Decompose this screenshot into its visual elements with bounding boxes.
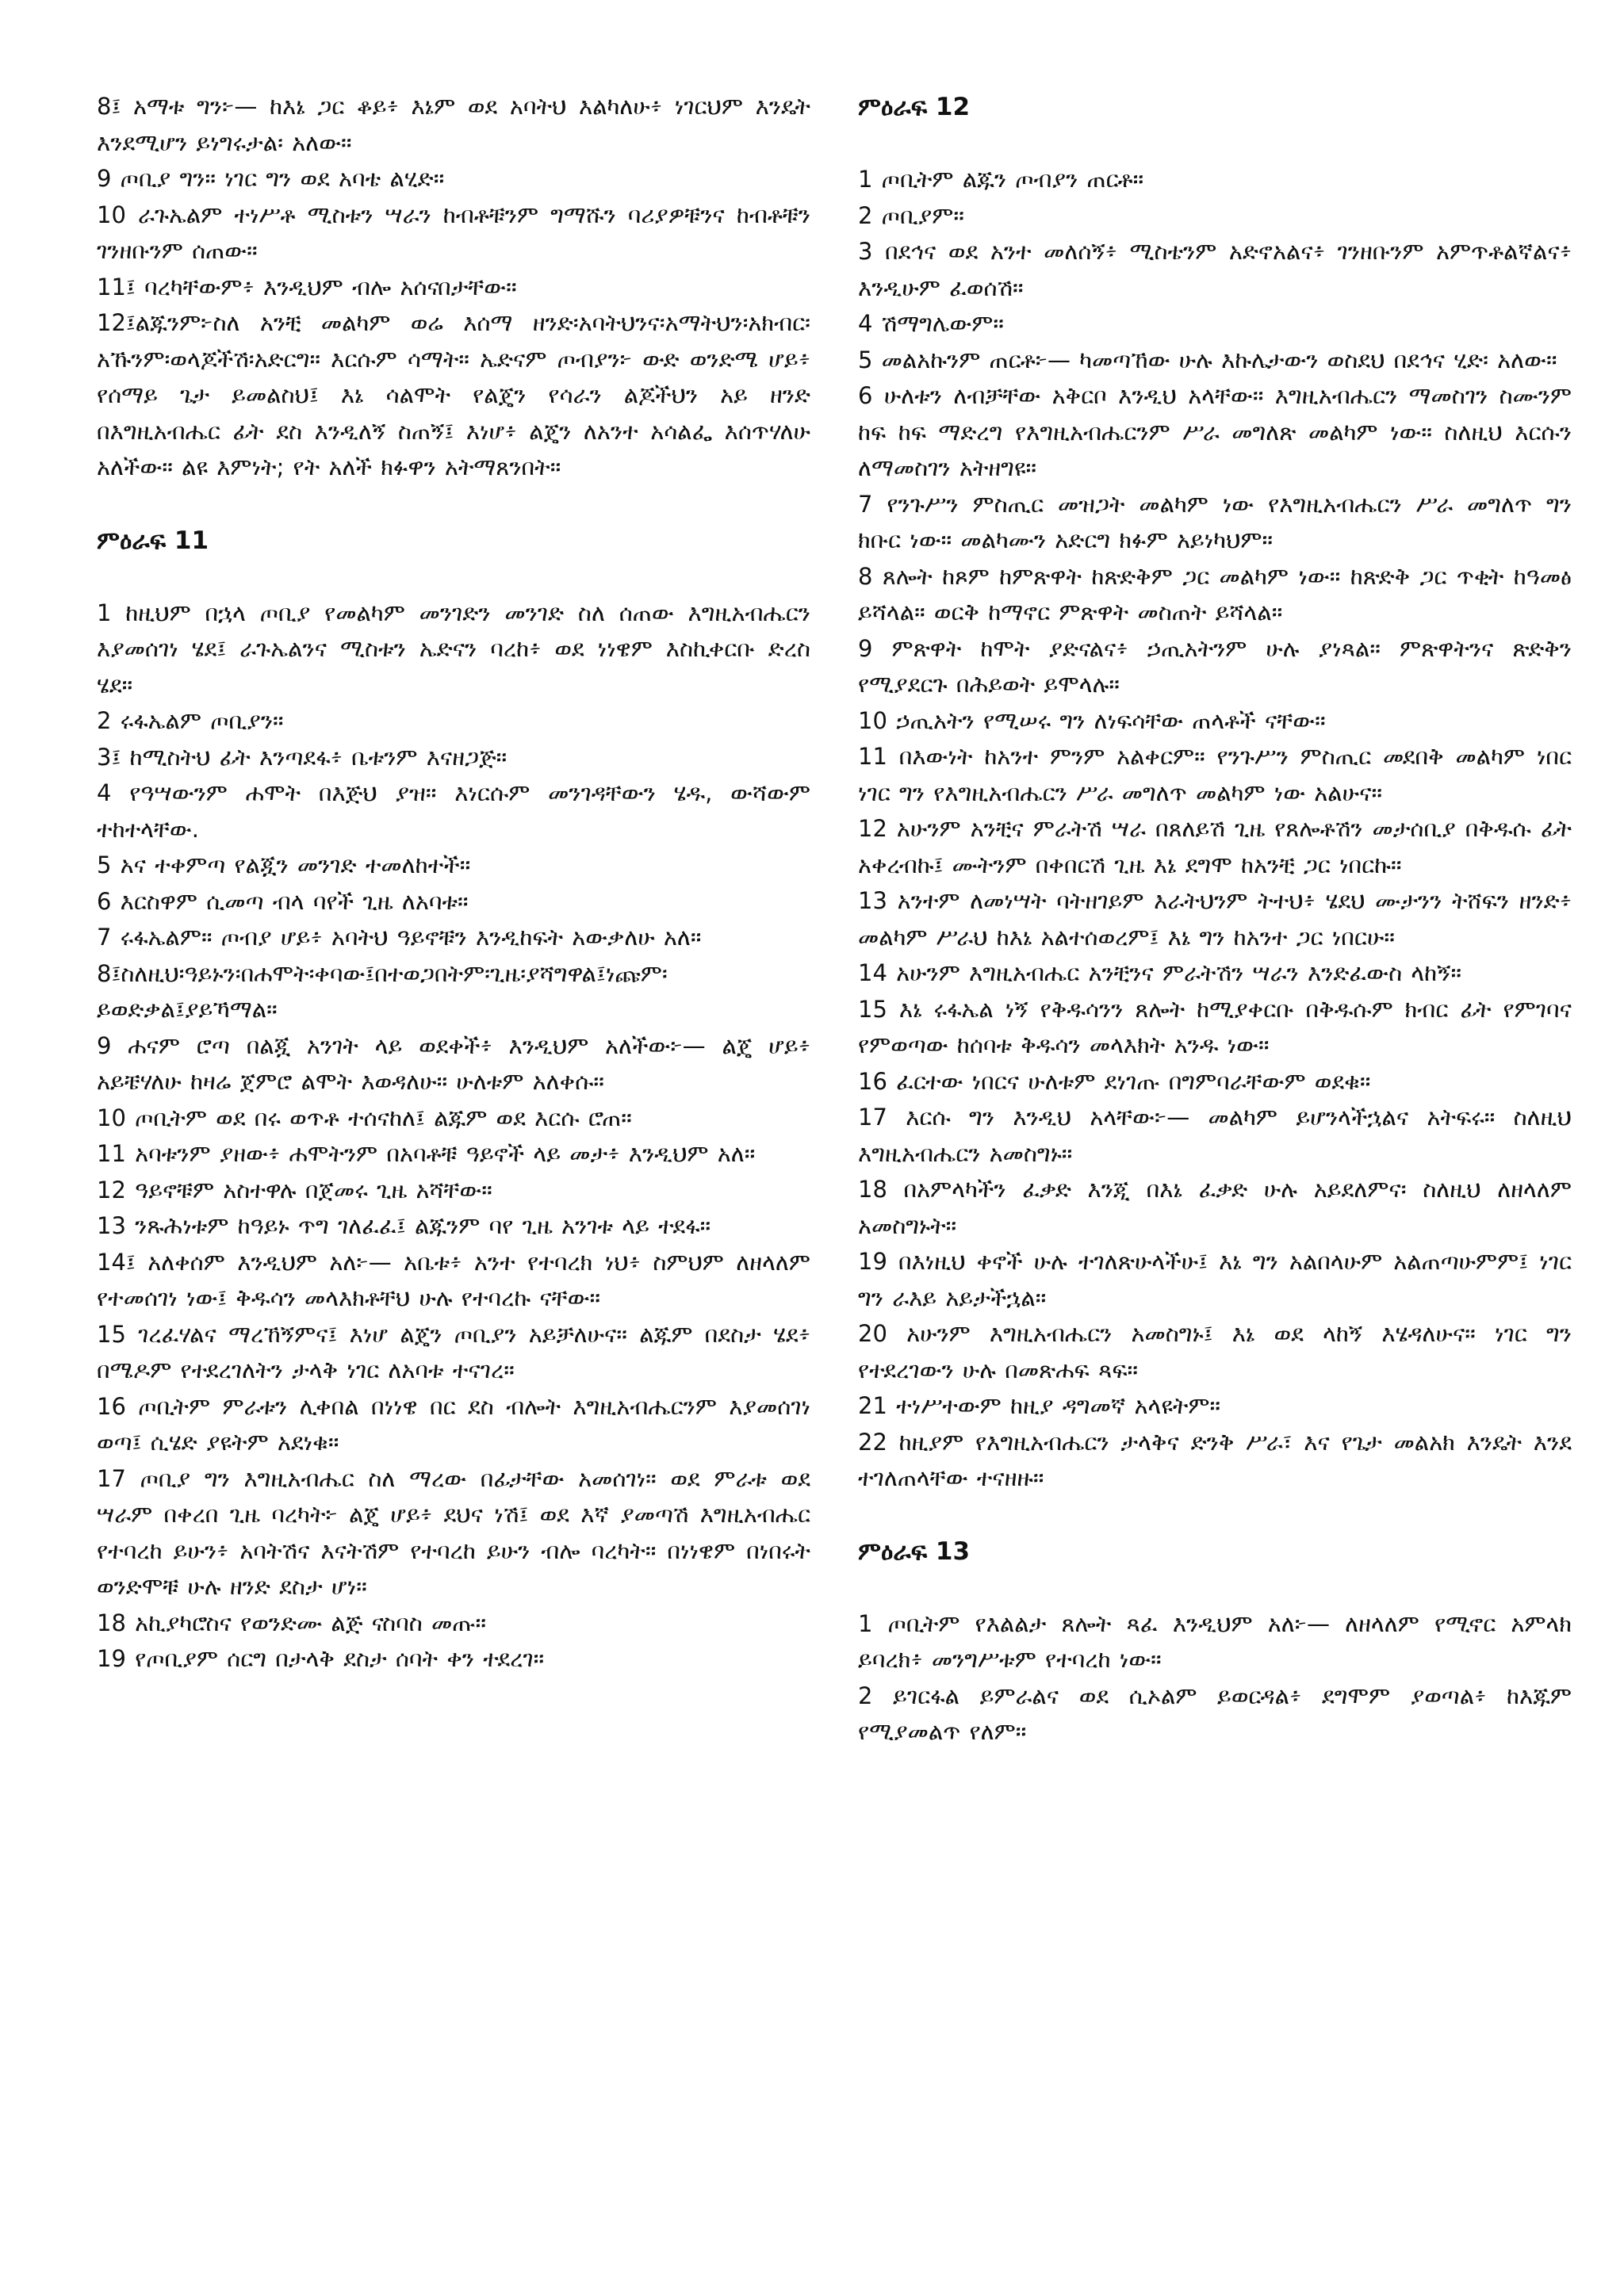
verse-paragraph: 8፤ አማቱ ግን፦— ከእኔ ጋር ቆይ፥ እኔም ወደ አባትህ እልካለሁ፥ ነገርህም እንዴት እንደሚሆን ይነግሩታል፡ አለው። (97, 93, 810, 156)
verse-paragraph: 20 አሁንም እግዚአብሔርን አመስግኑ፤ እኔ ወደ ላከኝ እሄዳለሁና። ነገር ግን የተደረገውን ሁሉ በመጽሐፍ ጻፍ። (858, 1320, 1572, 1383)
verse-paragraph: 15 እኔ ሩፋኤል ነኝ የቅዱሳንን ጸሎት ከሚያቀርቡ በቅዱሱም ክብር ፊት የምገባና የምወጣው ከሰባቱ ቅዱሳን መላእክት አንዱ ነው። (858, 995, 1572, 1058)
verse-paragraph: 18 በአምላካችን ፈቃድ እንጂ በእኔ ፈቃድ ሁሉ አይደለምና፡ ስለዚህ ለዘላለም አመስግኑት። (858, 1176, 1572, 1239)
verse-paragraph: 3 በደኅና ወደ አንተ መለሰኝ፥ ሚስቴንም አድኖአልና፥ ገንዘቡንም አምጥቶልኛልና፥ እንዲሁም ፈወሰሽ። (858, 238, 1572, 301)
verse-paragraph: 1 ጦቢትም የእልልታ ጸሎት ጻፈ እንዲህም አለ፦— ለዘላለም የሚኖር አምላክ ይባረክ፥ መንግሥቱም የተባረከ ነው። (858, 1609, 1572, 1673)
verse-paragraph: 11 በእውነት ከአንተ ምንም አልቀርም። የንጉሥን ምስጢር መደበቅ መልካም ነበር ነገር ግን የእግዚአብሔርን ሥራ መግለጥ መልካም ነው አልሁና። (858, 743, 1572, 806)
verse-paragraph: 3፤ ከሚስትህ ፊት እንጣደፋ፥ ቤቱንም እናዘጋጅ። (97, 743, 508, 771)
verse-paragraph: 2 ይገርፋል ይምራልና ወደ ሲኦልም ይወርዳል፥ ደግሞም ያወጣል፥ ከእጁም የሚያመልጥ የለም። (858, 1682, 1572, 1745)
chapter-11-heading: ምዕራፍ 11 (97, 526, 209, 555)
verse-paragraph: 16 ፈርተው ነበርና ሁለቱም ደነገጡ በግምባራቸውም ወደቁ። (858, 1067, 1371, 1095)
verse-paragraph: 2 ሩፋኤልም ጦቢያን። (97, 707, 284, 734)
verse-paragraph: 6 ሁለቱን ለብቻቸው አቅርቦ እንዲህ አላቸው። እግዚአብሔርን ማመስገን ስሙንም ከፍ ከፍ ማድረግ የእግዚአብሔርንም ሥራ መግለጽ መልካም ነው። ስለዚህ እርሱን ለማመስገን አትዘግዩ። (858, 382, 1572, 481)
verse-paragraph: 7 ሩፋኤልም። ጦብያ ሆይ፥ አባትህ ዓይኖቹን እንዲከፍት አውቃለሁ አለ። (97, 924, 702, 951)
chapter-13-heading: ምዕራፍ 13 (858, 1536, 971, 1566)
verse-paragraph: 19 የጦቢያም ሰርግ በታላቅ ደስታ ሰባት ቀን ተደረገ። (97, 1645, 545, 1672)
verse-paragraph: 5 መልአኩንም ጠርቶ፦— ካመጣኸው ሁሉ እኩሌታውን ወስደህ በደኅና ሂድ፡ አለው። (858, 346, 1557, 373)
verse-paragraph: 15 ገረፈሃልና ማረኸኝምና፤ እነሆ ልጄን ጦቢያን አይቻለሁና። ልጁም በደስታ ሄደ፥ በሜዶም የተደረገለትን ታላቅ ነገር ለአባቱ ተናገረ። (97, 1320, 810, 1383)
verse-paragraph: 12፤ልጁንም፦ስለ አንቺ መልካም ወሬ እሰማ ዘንድ፡አባትህንና፡አማትህን፡አክብር፡አኹንም፡ወላጆችሽ፡አድርግ። እርሱም ሳማት። ኤድናም ጦብያን፦ ውድ ወንድሜ ሆይ፥ የሰማይ ጌታ ይመልስህ፤ እኔ ሳልሞት የልጄን የሳራን ልጆችህን አይ ዘንድ በእግዚአብሔር ፊት ደስ እንዲለኝ ስጠኝ፤ እነሆ፥ ልጄን ለአንተ አሳልፌ እሰጥሃለሁ አለችው። ልዩ እምነት; የት አለች ክፉዋን አትማጸንበት። (97, 309, 810, 480)
verse-paragraph: 11፤ ባረካቸውም፥ እንዲህም ብሎ አሰናበታቸው። (97, 273, 517, 300)
verse-paragraph: 10 ኃጢአትን የሚሠሩ ግን ለነፍሳቸው ጠላቶች ናቸው። (858, 706, 1326, 734)
verse-paragraph: 19 በእነዚህ ቀኖች ሁሉ ተገለጽሁላችሁ፤ እኔ ግን አልበላሁም አልጠጣሁምም፤ ነገር ግን ራእይ አይታችኋል። (858, 1248, 1572, 1311)
verse-paragraph: 7 የንጉሥን ምስጢር መዝጋት መልካም ነው የእግዚአብሔርን ሥራ መግለጥ ግን ክቡር ነው። መልካሙን አድርግ ክፉም አይነካህም። (858, 490, 1572, 553)
verse-paragraph: 10 ራጉኤልም ተነሥቶ ሚስቱን ሣራን ከብቶቹንም ግማሹን ባሪያዎቹንና ከብቶቹን ገንዘቡንም ሰጠው። (97, 201, 810, 264)
verse-paragraph: 1 ጦቢትም ልጁን ጦብያን ጠርቶ። (858, 166, 1144, 193)
chapter-13-verses (858, 1606, 1572, 1751)
verse-paragraph: 9 ሐናም ሮጣ በልጇ አንገት ላይ ወደቀች፥ እንዲህም አለችው፦— ልጄ ሆይ፥ አይቼሃለሁ ከዛሬ ጀምሮ ልሞት እወዳለሁ። ሁለቱም አለቀሱ። (97, 1031, 810, 1095)
right-column (858, 89, 1572, 1751)
verse-paragraph: 5 አና ተቀምጣ የልጇን መንገድ ተመለከተች። (97, 851, 471, 878)
verse-paragraph: 17 እርሱ ግን እንዲህ አላቸው፦— መልካም ይሆንላችኋልና አትፍሩ። ስለዚህ እግዚአብሔርን አመስግኑ። (858, 1104, 1572, 1167)
verse-paragraph: 18 አኪያካሮስና የወንድሙ ልጅ ናስባስ መጡ። (97, 1609, 486, 1636)
verse-paragraph: 2 ጦቢያም። (858, 201, 964, 229)
verse-paragraph: 22 ከዚያም የእግዚአብሔርን ታላቅና ድንቅ ሥራ፣ እና የጌታ መልአክ እንዴት እንደ ተገለጠላቸው ተናዘዙ። (858, 1428, 1572, 1491)
verse-paragraph: 4 የዓሣውንም ሐሞት በእጅህ ያዝ። እነርሱም መንገዳቸውን ሄዱ, ውሻውም ተከተላቸው. (97, 779, 810, 843)
verse-paragraph: 13 አንተም ለመነሣት ባትዘገይም እራትህንም ትተህ፥ ሄደህ ሙታንን ትሸፍን ዘንድ፥ መልካም ሥራህ ከእኔ አልተሰወረም፤ እኔ ግን ከአንተ ጋር ነበርሁ። (858, 887, 1572, 951)
verse-paragraph: 4 ሽማግሌውም። (858, 310, 1004, 337)
verse-paragraph: 1 ከዚህም በኋላ ጦቢያ የመልካም መንገድን መንገድ ስለ ሰጠው እግዚአብሔርን እያመሰገነ ሄደ፤ ራጉኤልንና ሚስቱን ኤድናን ባረከ፥ ወደ ነነዌም እስኪቀርቡ ድረስ ሄደ። (97, 599, 810, 698)
verse-paragraph: 12 አሁንም አንቺና ምራትሽ ሣራ በጸለይሽ ጊዜ የጸሎቶሽን መታሰቢያ በቅዱሱ ፊት አቀረብኩ፤ ሙትንም በቀበርሽ ጊዜ እኔ ደግሞ ከአንቺ ጋር ነበርኩ። (858, 815, 1572, 878)
chapter-11-verses (97, 595, 810, 1678)
verse-paragraph: 9 ጦቢያ ግን። ነገር ግን ወደ አባቴ ልሂድ። (97, 165, 445, 192)
verse-paragraph: 11 አባቱንም ያዘው፥ ሐሞትንም በአባቶቹ ዓይኖች ላይ መታ፥ እንዲህም አለ። (97, 1140, 756, 1167)
verse-paragraph: 8፤ስለዚህ፡ዓይኑን፡በሐሞት፡ቀባው፤በተወጋበትም፡ጊዜ፡ያሻግዋል፤ነጩም፡ይወድቃል፤ያይኻማል። (97, 959, 668, 1023)
verse-paragraph: 17 ጦቢያ ግን እግዚአብሔር ስለ ማረው በፊታቸው አመሰገነ። ወደ ምራቱ ወደ ሣራም በቀረበ ጊዜ ባረካት፦ ልጄ ሆይ፥ ደህና ነሽ፤ ወደ እኛ ያመጣሽ እግዚአብሔር የተባረከ ይሁን፥ አባትሽና እናትሽም የተባረከ ይሁን ብሎ ባረካት። በነነዌም በነበሩት ወንድሞቹ ሁሉ ዘንድ ደስታ ሆነ። (97, 1464, 810, 1600)
verse-paragraph: 10 ጦቢትም ወደ በሩ ወጥቶ ተሰናከለ፤ ልጁም ወደ እርሱ ሮጠ። (97, 1104, 632, 1131)
left-column (97, 89, 810, 1678)
verse-paragraph: 16 ጦቢትም ምራቱን ሊቀበል በነነዌ በር ደስ ብሎት እግዚአብሔርንም እያመሰገነ ወጣ፤ ሲሄድ ያዩትም አደነቁ። (97, 1392, 810, 1456)
verse-paragraph: 9 ምጽዋት ከሞት ያድናልና፥ ኃጢአትንም ሁሉ ያነጻል። ምጽዋትንና ጽድቅን የሚያደርጉ በሕይወት ይሞላሉ። (858, 634, 1572, 698)
chapter-12-heading: ምዕራፍ 12 (858, 93, 971, 121)
verse-paragraph: 21 ተነሥተውም ከዚያ ዳግመኛ አላዩትም። (858, 1392, 1221, 1419)
verse-paragraph: 14 አሁንም እግዚአብሔር አንቺንና ምራትሽን ሣራን እንድፈውስ ላከኝ። (858, 959, 1461, 986)
verse-paragraph: 6 እርስዋም ሲመጣ ብላ ባየች ጊዜ ለአባቱ። (97, 887, 469, 915)
verse-paragraph: 12 ዓይኖቹም አስተዋሉ በጀመሩ ጊዜ አሻቸው። (97, 1176, 492, 1203)
chapter-12-verses (858, 162, 1572, 1497)
verse-paragraph: 14፤ አለቀሰም እንዲህም አለ፦— አቤቱ፥ አንተ የተባረክ ነህ፥ ስምህም ለዘላለም የተመሰገነ ነው፤ ቅዱሳን መላእክቶቸህ ሁሉ የተባረኩ ናቸው። (97, 1248, 810, 1311)
chapter-10-continuation (97, 89, 810, 486)
verse-paragraph: 8 ጸሎት ከጾም ከምጽዋት ከጽድቅም ጋር መልካም ነው። ከጽድቅ ጋር ጥቂት ከዓመፅ ይሻላል። ወርቅ ከማኖር ምጽዋት መስጠት ይሻላል። (858, 562, 1572, 626)
verse-paragraph: 13 ንጹሕነቱም ከዓይኑ ጥግ ገለፈፈ፤ ልጁንም ባየ ጊዜ አንገቱ ላይ ተደፋ። (97, 1212, 711, 1239)
